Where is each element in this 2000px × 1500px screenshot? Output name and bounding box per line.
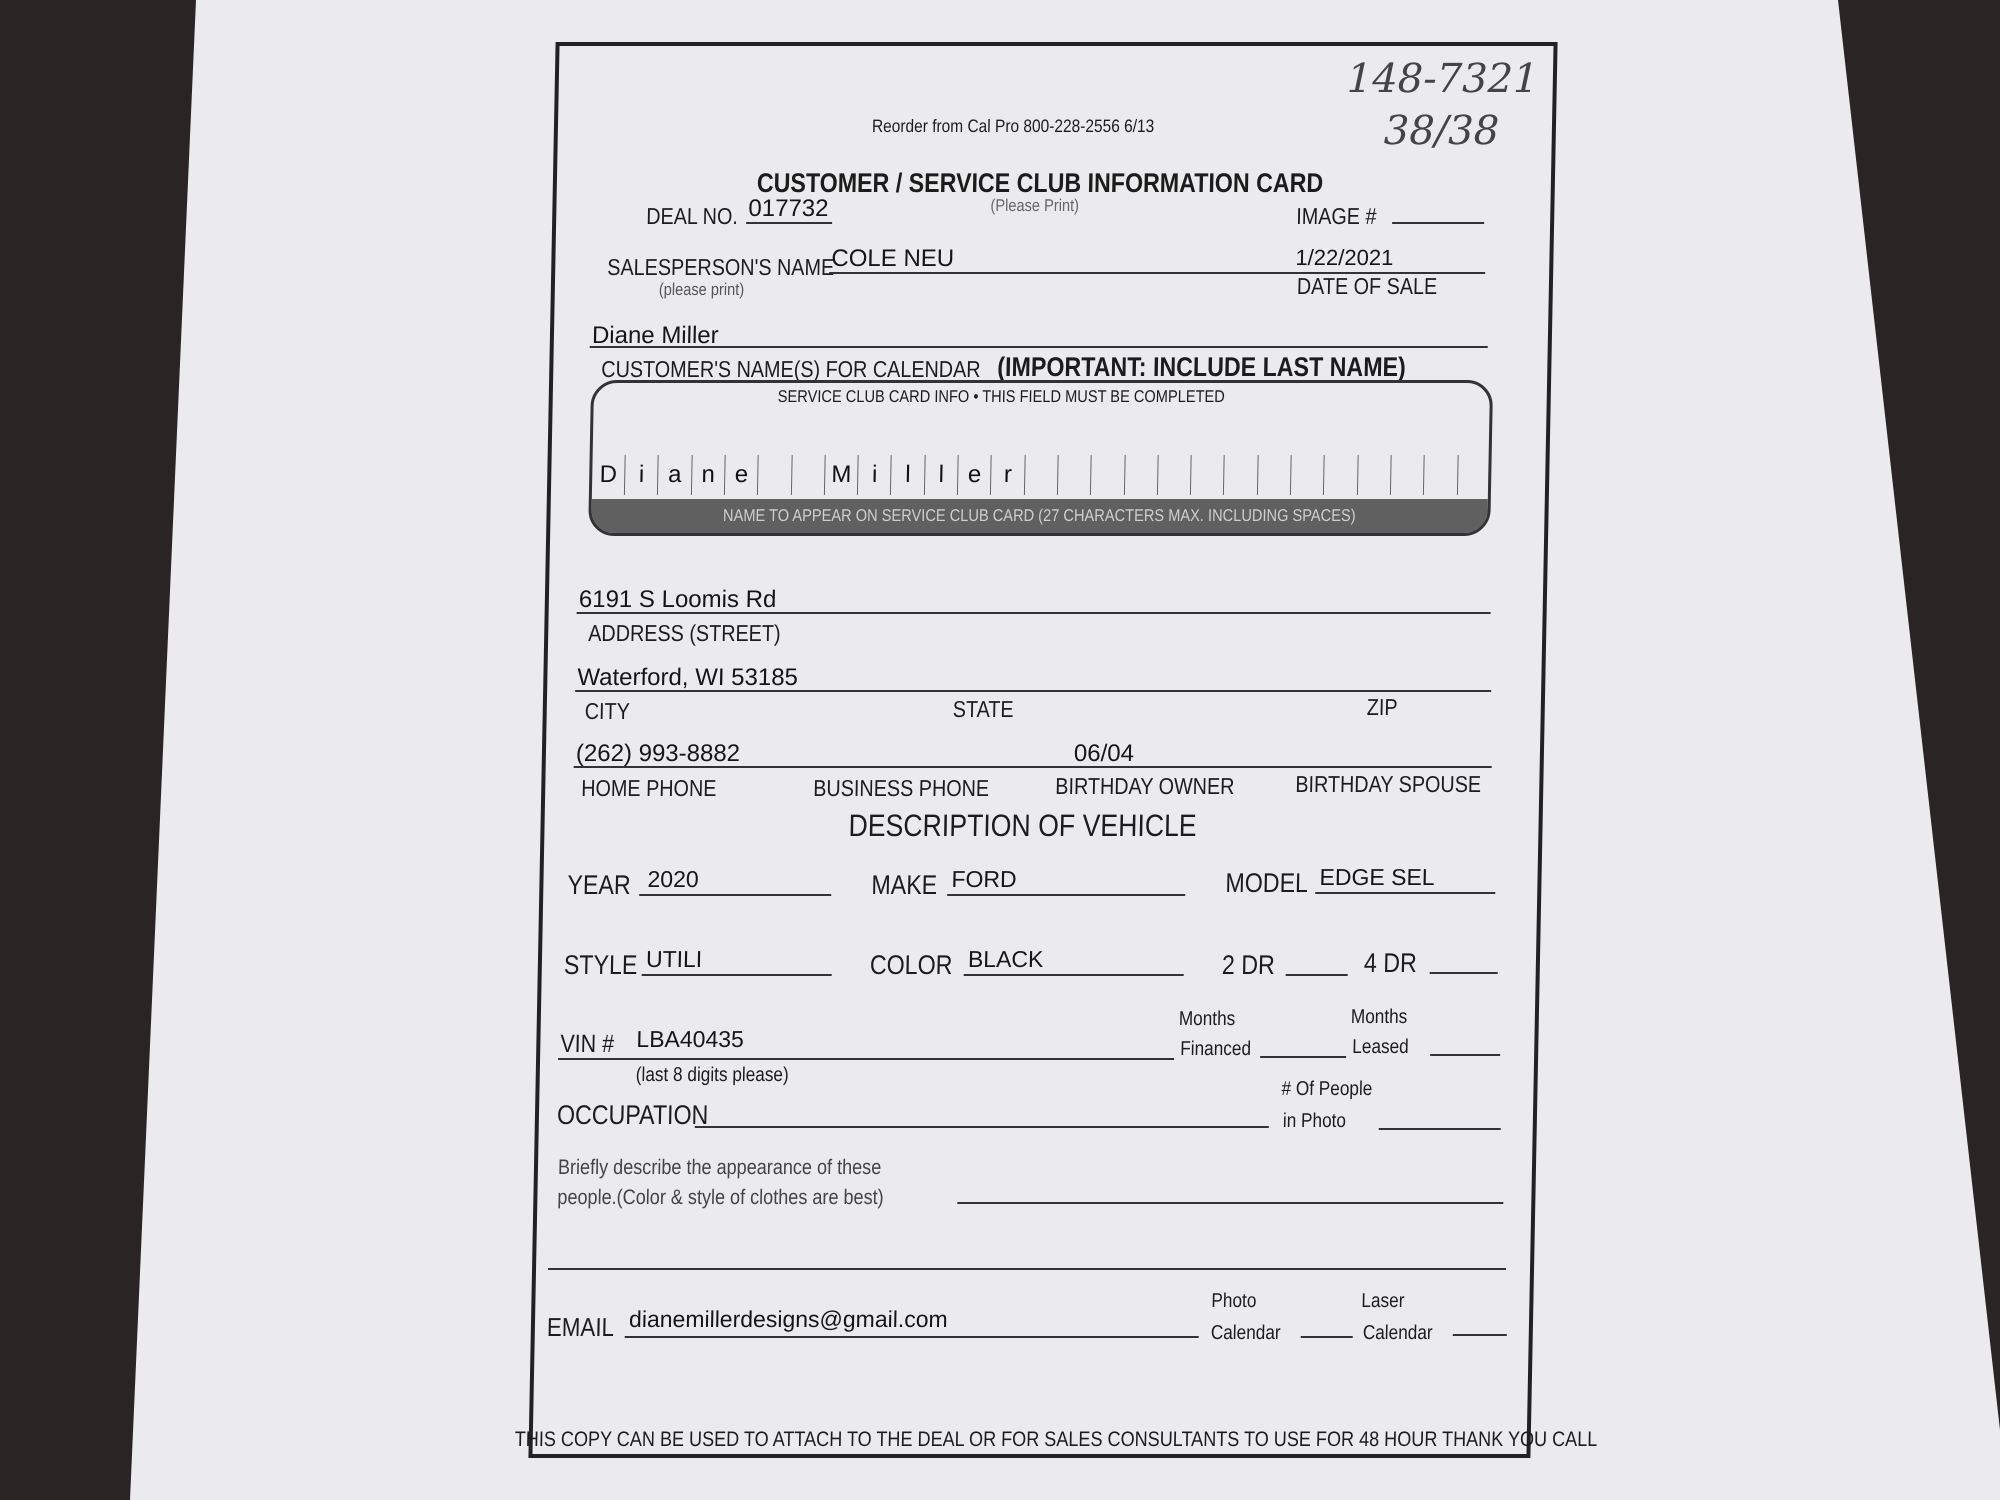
- service-club-char-cell[interactable]: [1191, 455, 1225, 495]
- service-club-char-cell[interactable]: [758, 455, 792, 495]
- salesperson-label: SALESPERSON'S NAME: [607, 254, 835, 280]
- birthday-spouse-label: BIRTHDAY SPOUSE: [1295, 771, 1482, 797]
- service-club-box: [588, 380, 1493, 536]
- people-count-line[interactable]: [1379, 1128, 1501, 1130]
- service-club-footer-bar: [591, 499, 1488, 533]
- please-print-sub: (please print): [658, 280, 745, 299]
- photo-calendar-label-2: Calendar: [1210, 1322, 1281, 1344]
- deal-no-line: [746, 222, 832, 224]
- photo-calendar-line[interactable]: [1301, 1336, 1353, 1338]
- business-phone-label: BUSINESS PHONE: [813, 775, 990, 801]
- photo-calendar-label-1: Photo: [1211, 1290, 1257, 1312]
- service-club-char-cell[interactable]: [1025, 455, 1059, 495]
- service-club-char-cell[interactable]: l: [892, 455, 926, 495]
- address-value[interactable]: 6191 S Loomis Rd: [578, 586, 777, 613]
- make-value[interactable]: FORD: [951, 866, 1017, 892]
- deal-no-label: DEAL NO.: [646, 203, 739, 229]
- state-label: STATE: [952, 696, 1014, 722]
- months-leased-label-1: Months: [1350, 1006, 1408, 1028]
- year-label: YEAR: [567, 870, 631, 900]
- service-club-char-cell[interactable]: [1291, 455, 1325, 495]
- home-phone-value[interactable]: (262) 993-8882: [575, 740, 741, 767]
- customer-names-value[interactable]: Diane Miller: [591, 322, 719, 349]
- describe-line-2[interactable]: [548, 1268, 1506, 1270]
- city-line: [575, 690, 1491, 692]
- reorder-text: Reorder from Cal Pro 800-228-2556 6/13: [871, 116, 1155, 136]
- birthday-owner-label: BIRTHDAY OWNER: [1055, 773, 1235, 799]
- service-club-char-cell[interactable]: [1424, 455, 1458, 495]
- year-value[interactable]: 2020: [647, 866, 699, 892]
- model-label: MODEL: [1225, 868, 1309, 898]
- date-of-sale-label: DATE OF SALE: [1296, 273, 1438, 299]
- date-of-sale-value[interactable]: 1/22/2021: [1295, 245, 1394, 270]
- service-club-char-cell[interactable]: i: [625, 455, 659, 495]
- please-print-note: (Please Print): [990, 196, 1080, 215]
- two-door-label: 2 DR: [1221, 950, 1276, 980]
- occupation-label: OCCUPATION: [556, 1100, 709, 1130]
- people-count-label-2: in Photo: [1282, 1110, 1347, 1132]
- service-club-char-cell[interactable]: [1225, 455, 1259, 495]
- service-club-char-cell[interactable]: [1058, 455, 1092, 495]
- color-line: [964, 974, 1184, 976]
- laser-calendar-label-2: Calendar: [1362, 1322, 1433, 1344]
- city-label: CITY: [584, 698, 631, 724]
- vehicle-heading: DESCRIPTION OF VEHICLE: [848, 808, 1198, 843]
- service-club-char-cell[interactable]: e: [958, 455, 992, 495]
- service-club-char-cell[interactable]: r: [991, 455, 1025, 495]
- important-note: (IMPORTANT: INCLUDE LAST NAME): [997, 352, 1407, 382]
- handwritten-count: 38/38: [1383, 108, 1500, 154]
- form-title: CUSTOMER / SERVICE CLUB INFORMATION CARD: [756, 168, 1324, 198]
- service-club-footer-text: NAME TO APPEAR ON SERVICE CLUB CARD (27 CHARACTERS MAX. INCLUDING SPACES): [723, 506, 1356, 525]
- deal-no-value[interactable]: 017732: [748, 195, 829, 222]
- image-label: IMAGE #: [1296, 203, 1377, 229]
- months-financed-label-2: Financed: [1180, 1038, 1252, 1060]
- months-leased-line[interactable]: [1430, 1054, 1500, 1056]
- service-club-char-cell[interactable]: M: [825, 455, 859, 495]
- style-line: [642, 974, 832, 976]
- service-club-char-cell[interactable]: e: [725, 455, 759, 495]
- color-label: COLOR: [869, 950, 953, 980]
- customer-names-label: CUSTOMER'S NAME(S) FOR CALENDAR: [601, 356, 981, 382]
- handwritten-number: 148-7321: [1346, 56, 1539, 102]
- style-value[interactable]: UTILI: [645, 946, 703, 972]
- customer-names-line: [590, 346, 1488, 348]
- email-line: [625, 1336, 1199, 1338]
- vin-line: [558, 1058, 1174, 1060]
- model-value[interactable]: EDGE SEL: [1319, 864, 1435, 890]
- describe-prompt-1: Briefly describe the appearance of these: [557, 1156, 882, 1179]
- four-door-label: 4 DR: [1363, 948, 1418, 978]
- style-label: STYLE: [563, 950, 638, 980]
- vin-label: VIN #: [560, 1030, 615, 1058]
- image-line[interactable]: [1392, 222, 1484, 224]
- laser-calendar-label-1: Laser: [1361, 1290, 1405, 1312]
- make-line: [947, 894, 1185, 896]
- phone-line: [574, 766, 1492, 768]
- model-line: [1315, 892, 1495, 894]
- describe-prompt-2: people.(Color & style of clothes are best): [557, 1186, 884, 1209]
- service-club-char-cell[interactable]: [1258, 455, 1292, 495]
- service-club-char-cell[interactable]: [1125, 455, 1159, 495]
- service-club-char-cell[interactable]: [1391, 455, 1425, 495]
- service-club-char-cell[interactable]: n: [692, 455, 726, 495]
- people-count-label-1: # Of People: [1281, 1078, 1373, 1100]
- two-door-line[interactable]: [1286, 974, 1348, 976]
- service-club-char-cell[interactable]: [792, 455, 826, 495]
- make-label: MAKE: [871, 870, 938, 900]
- address-line: [577, 612, 1491, 614]
- city-value[interactable]: Waterford, WI 53185: [577, 664, 799, 691]
- service-club-char-cell[interactable]: [1091, 455, 1125, 495]
- service-club-char-cell[interactable]: [1324, 455, 1358, 495]
- service-club-char-cell[interactable]: [1158, 455, 1192, 495]
- service-club-char-cell[interactable]: [1358, 455, 1392, 495]
- months-financed-label-1: Months: [1178, 1008, 1236, 1030]
- salesperson-value[interactable]: COLE NEU: [831, 245, 955, 272]
- color-value[interactable]: BLACK: [967, 946, 1044, 972]
- email-label: EMAIL: [546, 1312, 615, 1342]
- months-leased-label-2: Leased: [1352, 1036, 1409, 1058]
- email-value[interactable]: dianemillerdesigns@gmail.com: [628, 1306, 948, 1332]
- describe-line-1[interactable]: [957, 1202, 1503, 1204]
- service-club-char-cell[interactable]: i: [858, 455, 892, 495]
- birthday-owner-value[interactable]: 06/04: [1073, 740, 1135, 767]
- home-phone-label: HOME PHONE: [581, 775, 717, 801]
- address-label: ADDRESS (STREET): [587, 620, 781, 646]
- service-club-char-cell[interactable]: D: [592, 455, 626, 495]
- four-door-line[interactable]: [1430, 972, 1498, 974]
- service-club-char-cell[interactable]: [1458, 455, 1492, 495]
- vin-note: (last 8 digits please): [635, 1064, 789, 1086]
- vin-value[interactable]: LBA40435: [636, 1026, 745, 1052]
- laser-calendar-line[interactable]: [1453, 1334, 1507, 1336]
- months-financed-line[interactable]: [1260, 1056, 1346, 1058]
- year-line: [639, 894, 831, 896]
- service-club-header: SERVICE CLUB CARD INFO • THIS FIELD MUST BE COMPLETED: [777, 387, 1226, 406]
- service-club-char-cell[interactable]: l: [925, 455, 959, 495]
- zip-label: ZIP: [1366, 694, 1398, 720]
- occupation-line[interactable]: [695, 1126, 1269, 1128]
- footer-note: THIS COPY CAN BE USED TO ATTACH TO THE DEAL OR FOR SALES CONSULTANTS TO USE FOR 48 HOUR THANK YOU CALL: [514, 1428, 1598, 1451]
- service-club-char-cell[interactable]: a: [658, 455, 692, 495]
